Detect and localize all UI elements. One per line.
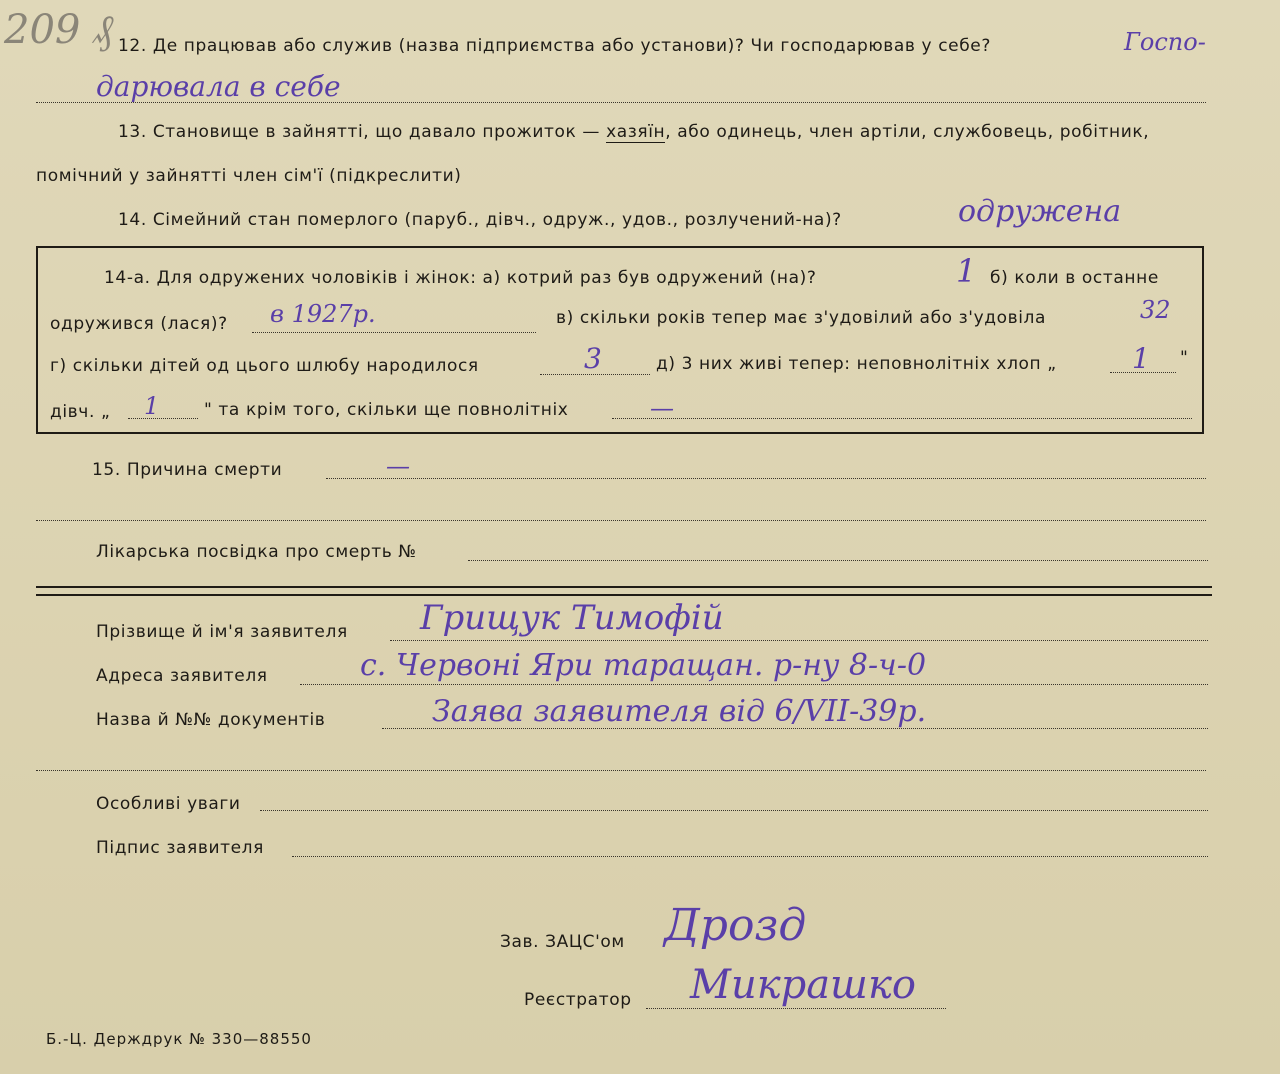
certificate-line xyxy=(468,560,1208,561)
applicant-signature-label: Підпис заявителя xyxy=(96,838,264,858)
q13-line1 xyxy=(118,122,1149,142)
remarks-label: Особливі уваги xyxy=(96,794,241,814)
q14a-adults-label: " та крім того, скільки ще повнолітніх xyxy=(204,400,569,420)
q14-answer: одружена xyxy=(958,194,1122,229)
applicant-docs-label: Назва й №№ документів xyxy=(96,710,326,730)
q14a-answer-b: в 1927р. xyxy=(270,300,376,328)
applicant-docs-value: Заява заявителя від 6/VII-39р. xyxy=(432,694,927,729)
q15-answer-line xyxy=(326,478,1206,479)
q14-label: 14. Сімейний стан померлого (паруб., дівч., одруж., удов., розлучений-на)? xyxy=(118,210,842,230)
q14a-answer-a: 1 xyxy=(956,252,977,290)
q13-option-selected: хазяїн xyxy=(606,122,666,142)
q13-label-after: , або одинець, член артіли, службовець, робітник, xyxy=(665,122,1150,142)
remarks-line xyxy=(260,810,1208,811)
applicant-address-label: Адреса заявителя xyxy=(96,666,268,686)
q14a-answer-d-boys: 1 xyxy=(1132,342,1150,375)
applicant-name-value: Грищук Тимофій xyxy=(420,598,724,638)
q14a-v-label: в) скільки років тепер має з'удовілий або з'удовіла xyxy=(556,308,1047,328)
q14a-adults-line xyxy=(612,418,1192,419)
applicant-address-line xyxy=(300,684,1208,685)
applicant-name-line xyxy=(390,640,1208,641)
q14a-answer-v: 32 xyxy=(1140,296,1171,324)
q13-label-before: 13. Становище в зайнятті, що давало прожиток — xyxy=(118,122,601,142)
section-divider-bottom xyxy=(36,594,1212,596)
q14a-d-label: д) 3 них живі тепер: неповнолітніх хлоп „ xyxy=(656,354,1057,374)
certificate-label: Лікарська посвідка про смерть № xyxy=(96,542,417,562)
q12-answer-a: Госпо- xyxy=(1124,28,1206,56)
q14a-b-answer-line xyxy=(252,332,536,333)
head-label: Зав. ЗАЦС'ом xyxy=(500,932,625,952)
q14a-g-label: г) скільки дітей од цього шлюбу народилося xyxy=(50,356,479,376)
section-divider-top xyxy=(36,586,1212,588)
applicant-docs-line-2 xyxy=(36,770,1206,771)
q15-answer-line-2 xyxy=(36,520,1206,521)
q14a-line1: 14-а. Для одружених чоловіків і жінок: а) котрий раз був одружений (на)? xyxy=(104,268,817,288)
q14a-answer-g: 3 xyxy=(584,342,602,375)
q15-answer: — xyxy=(386,452,410,480)
q14a-answer-d-girls: 1 xyxy=(144,392,160,420)
archive-page-number: 209 ₰ xyxy=(4,7,114,53)
q14a-quote-close: " xyxy=(1180,348,1189,368)
q12-answer-b: дарювала в себе xyxy=(96,70,341,103)
q14a-answer-adults: — xyxy=(650,394,674,422)
registrar-label: Реєстратор xyxy=(524,990,632,1010)
q15-label: 15. Причина смерти xyxy=(92,460,283,480)
registrar-signature: Микрашко xyxy=(690,962,916,1008)
q14a-b-label: б) коли в останне xyxy=(990,268,1159,288)
q14a-girls-line xyxy=(128,418,198,419)
applicant-name-label: Прізвище й ім'я заявителя xyxy=(96,622,348,642)
applicant-address-value: с. Червоні Яри таращан. р-ну 8-ч-0 xyxy=(360,648,927,683)
registrar-line xyxy=(646,1008,946,1009)
q12-label: 12. Де працював або служив (назва підприємства або установи)? Чи господарював у себе? xyxy=(118,36,991,56)
head-signature: Дрозд xyxy=(664,900,807,951)
q14a-line2-label: одружився (лася)? xyxy=(50,314,228,334)
printer-imprint: Б.-Ц. Держдрук № 330—88550 xyxy=(46,1030,312,1048)
applicant-signature-line xyxy=(292,856,1208,857)
q14a-girls-label: дівч. „ xyxy=(50,402,111,422)
q13-label-line2: помічний у зайнятті член сім'ї (підкреслити) xyxy=(36,166,462,186)
